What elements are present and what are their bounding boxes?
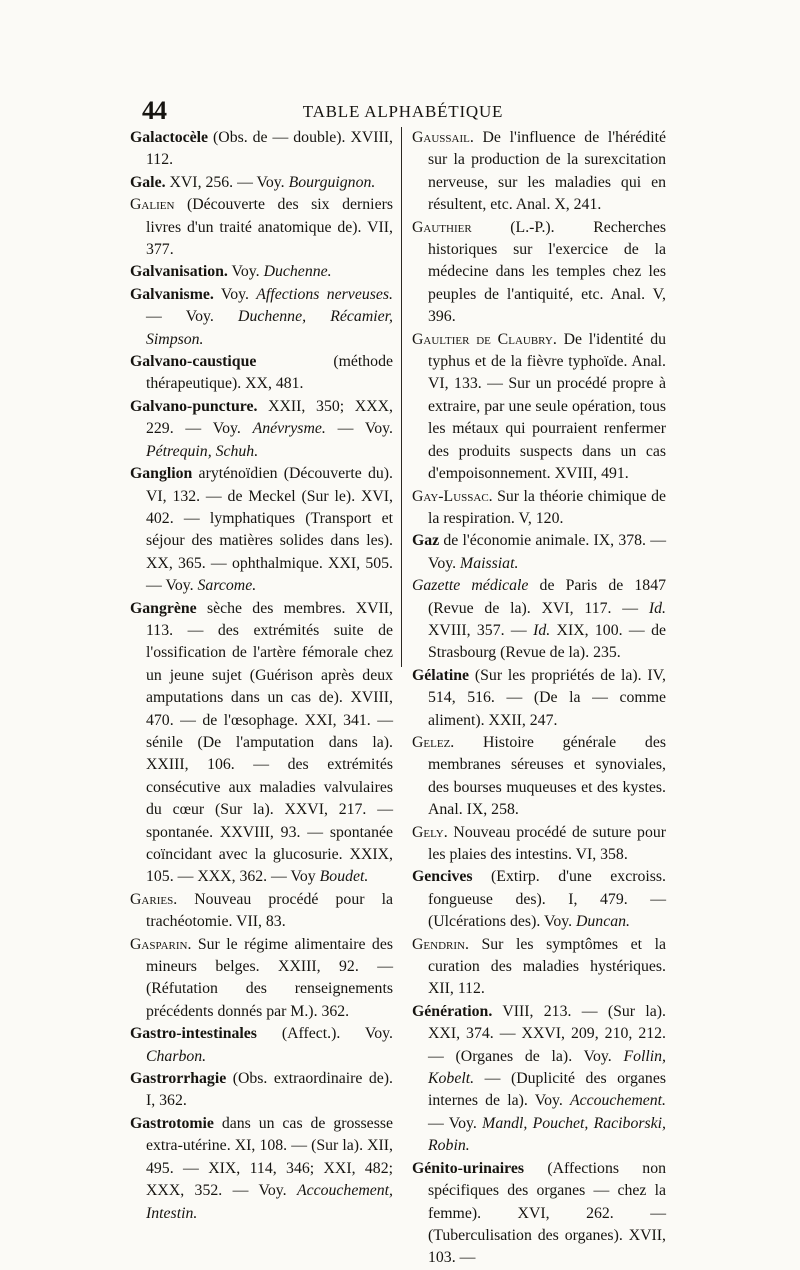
- entry-text: (Découverte des six derniers livres d'un traité anatomique de). VII, 377.: [146, 196, 393, 259]
- entry-headword: Galvano-caustique: [130, 353, 257, 371]
- cross-reference: Duchenne, Récamier, Simpson.: [146, 308, 393, 348]
- index-entry: [412, 732, 666, 822]
- entry-text: de l'économie animale. IX, 378. — Voy.: [428, 532, 666, 572]
- entry-text: XXII, 350; XXX, 229. — Voy.: [146, 397, 393, 438]
- cross-reference: Bourguignon.: [288, 173, 376, 191]
- entry-headword: Gaz: [412, 532, 440, 550]
- entry-text: — (Duplicité des organes internes de la). Voy.: [428, 1070, 666, 1110]
- entry-text: (Obs. extraordinaire de). I, 362.: [146, 1070, 393, 1110]
- entry-text: De l'identité du typhus et de la fièvre typhoïde. Anal. VI, 133. — Sur un procédé propre à extraire, par une seule opération, tous les métaux qui pourraient renfermer des produits suspects dans un cas d'empoisonnement. XVIII, 491.: [428, 330, 666, 483]
- index-entry: [412, 665, 666, 732]
- entry-text: — Voy.: [146, 308, 239, 326]
- entry-text: aryténoïdien (Découverte du). VI, 132. — de Meckel (Sur le). XVI, 402. — lymphatiques (Transport et séjour des matières solides dans les). XX, 365. — ophthalmique. XXI, 505. — Voy.: [146, 465, 393, 595]
- index-entry: [412, 530, 666, 575]
- entry-text: (L.-P.). Recherches historiques sur l'exercice de la médecine dans les temples chez les peuples de l'antiquité, etc. Anal. V, 396.: [428, 218, 666, 326]
- index-entry: [130, 1023, 393, 1068]
- entry-text: Sur le régime alimentaire des mineurs belges. XXIII, 92. — (Réfutation des renseignements précédents donnés par M.). 362.: [146, 935, 393, 1020]
- entry-text: — Voy.: [428, 1114, 483, 1132]
- cross-reference: Mandl, Pouchet, Raciborski, Robin.: [428, 1114, 666, 1155]
- entry-headword: Gelez.: [412, 733, 455, 751]
- entry-headword: Génito-urinaires: [412, 1159, 525, 1177]
- entry-headword: Gendrin.: [412, 935, 469, 953]
- entry-headword: Gazette médicale: [412, 577, 529, 595]
- cross-reference: Accouchement, Intestin.: [146, 1182, 393, 1222]
- entry-text: XVIII, 357. —: [428, 621, 534, 639]
- entry-headword: Gencives: [412, 868, 473, 886]
- entry-headword: Gely.: [412, 823, 448, 841]
- index-entry: [130, 351, 393, 396]
- index-entry: [130, 463, 393, 597]
- entry-text: XIX, 100. — de Strasbourg (Revue de la). 235.: [428, 621, 666, 662]
- entry-headword: Galvano-puncture.: [130, 397, 258, 415]
- entry-headword: Gastro-intestinales: [130, 1025, 257, 1043]
- cross-reference: Duncan.: [576, 913, 630, 931]
- entry-text: (Affect.). Voy.: [256, 1025, 393, 1043]
- entry-text: dans un cas de grossesse extra-utérine. XI, 108. — (Sur la). XII, 495. — XIX, 114, 346; XXI, 482; XXX, 352. — Voy.: [146, 1114, 393, 1200]
- index-entry: [412, 866, 666, 933]
- cross-reference: Id.: [648, 599, 666, 617]
- index-entry: [130, 889, 393, 934]
- cross-reference: Accouchement.: [569, 1092, 666, 1110]
- entry-headword: Gélatine: [412, 666, 470, 684]
- cross-reference: Maissiat.: [460, 554, 519, 572]
- cross-reference: Affections nerveuses.: [256, 285, 393, 303]
- entry-headword: Ganglion: [130, 465, 193, 483]
- index-entry: [130, 284, 393, 351]
- entry-text: Voy.: [213, 285, 257, 303]
- entry-headword: Galien: [130, 196, 175, 214]
- cross-reference: Anévrysme.: [252, 420, 326, 438]
- column-rule: [401, 127, 402, 667]
- entry-text: (Sur les propriétés de la). IV, 514, 516. — (De la — comme aliment). XXII, 247.: [428, 666, 666, 729]
- entry-headword: Galvanisme.: [130, 285, 214, 303]
- entry-text: (Affections non spécifiques des organes — chez la femme). XVI, 262. — (Tuberculisation des organes). XVII, 103. —: [428, 1159, 666, 1267]
- page-number: 44: [142, 96, 166, 125]
- cross-reference: Sarcome.: [197, 577, 257, 595]
- index-entry: [130, 172, 393, 194]
- entry-text: Sur la théorie chimique de la respiration. V, 120.: [428, 487, 666, 527]
- entry-headword: Galvanisation.: [130, 263, 228, 281]
- entry-headword: Gangrène: [130, 599, 197, 617]
- entry-text: sèche des membres. XVII, 113. — des extrémités suite de l'ossification de l'artère fémorale chez un jeune sujet (Guérison après deux amputations dans un cas de). XVIII, 470. — de l'œsophage. XXI, 341. — sénile (De l'amputation dans la). XXIII, 106. — des extrémités consécutive aux maladies valvulaires du cœur (Sur la). XXVI, 217. — spontanée. XXVIII, 93. — spontanée coïncidant avec la glucosurie. XXIX, 105. — XXX, 362. — Voy: [146, 599, 393, 886]
- entry-text: Nouveau procédé de suture pour les plaies des intestins. VI, 358.: [428, 823, 666, 863]
- entry-headword: Gale.: [130, 173, 166, 191]
- page-title: TABLE ALPHABÉTIQUE: [302, 102, 504, 121]
- index-entry: [130, 127, 393, 172]
- index-entry: [412, 217, 666, 329]
- index-entry: [412, 575, 666, 665]
- entry-headword: Génération.: [412, 1002, 493, 1020]
- entry-text: VIII, 213. — (Sur la). XXI, 374. — XXVI, 209, 210, 212. — (Organes de la). Voy.: [428, 1002, 666, 1065]
- entry-text: Nouveau procédé pour la trachéotomie. VII, 83.: [146, 890, 393, 931]
- index-entry: [412, 822, 666, 867]
- entry-text: Histoire générale des membranes séreuses et synoviales, des bourses muqueuses et des kystes. Anal. IX, 258.: [428, 733, 666, 819]
- index-entry: [130, 598, 393, 889]
- cross-reference: Pétrequin, Schuh.: [146, 442, 259, 460]
- entry-headword: Gaussail.: [412, 129, 474, 146]
- index-entry: [412, 934, 666, 1001]
- index-entry: [412, 127, 666, 217]
- index-entry: [412, 1001, 666, 1158]
- index-entry: [130, 1113, 393, 1225]
- cross-reference: Duchenne.: [263, 263, 332, 281]
- entry-text: Sur les symptômes et la curation des maladies hystériques. XII, 112.: [428, 935, 666, 998]
- index-entry: [412, 329, 666, 486]
- index-entry: [130, 934, 393, 1024]
- entry-headword: Gauthier: [412, 218, 472, 236]
- index-entry: [412, 1158, 666, 1270]
- index-entry: [130, 1068, 393, 1113]
- cross-reference: Id.: [533, 621, 551, 639]
- index-entry: [130, 261, 393, 283]
- running-header: [142, 96, 664, 124]
- entry-headword: Garies.: [130, 890, 178, 908]
- entry-text: XVI, 256. — Voy.: [165, 173, 289, 191]
- cross-reference: Follin, Kobelt.: [428, 1047, 666, 1088]
- index-entry: [412, 486, 666, 531]
- entry-text: — Voy.: [325, 420, 393, 438]
- right-column: [412, 127, 666, 1270]
- cross-reference: Charbon.: [146, 1047, 207, 1065]
- entry-text: (Extirp. d'une excroiss. fongueuse des). I, 479. — (Ulcérations des). Voy.: [428, 868, 666, 931]
- entry-headword: Gay-Lussac.: [412, 487, 493, 505]
- entry-text: De l'influence de l'hérédité sur la production de la surexcitation nerveuse, sur les maladies qui en résultent, etc. Anal. X, 241.: [428, 129, 666, 214]
- entry-text: (Obs. de — double). XVIII, 112.: [146, 129, 393, 169]
- entry-headword: Gasparin.: [130, 935, 192, 953]
- entry-headword: Gaultier de Claubry.: [412, 330, 557, 348]
- entry-headword: Galactocèle: [130, 129, 209, 146]
- left-column: [130, 127, 393, 1225]
- entry-headword: Gastrotomie: [130, 1114, 214, 1132]
- index-entry: [130, 396, 393, 463]
- entry-text: Voy.: [227, 263, 264, 281]
- entry-text: (méthode thérapeutique). XX, 481.: [146, 353, 393, 393]
- cross-reference: Boudet.: [319, 868, 369, 886]
- index-entry: [130, 194, 393, 261]
- entry-headword: Gastrorrhagie: [130, 1070, 227, 1088]
- entry-text: de Paris de 1847 (Revue de la). XVI, 117. —: [428, 577, 666, 617]
